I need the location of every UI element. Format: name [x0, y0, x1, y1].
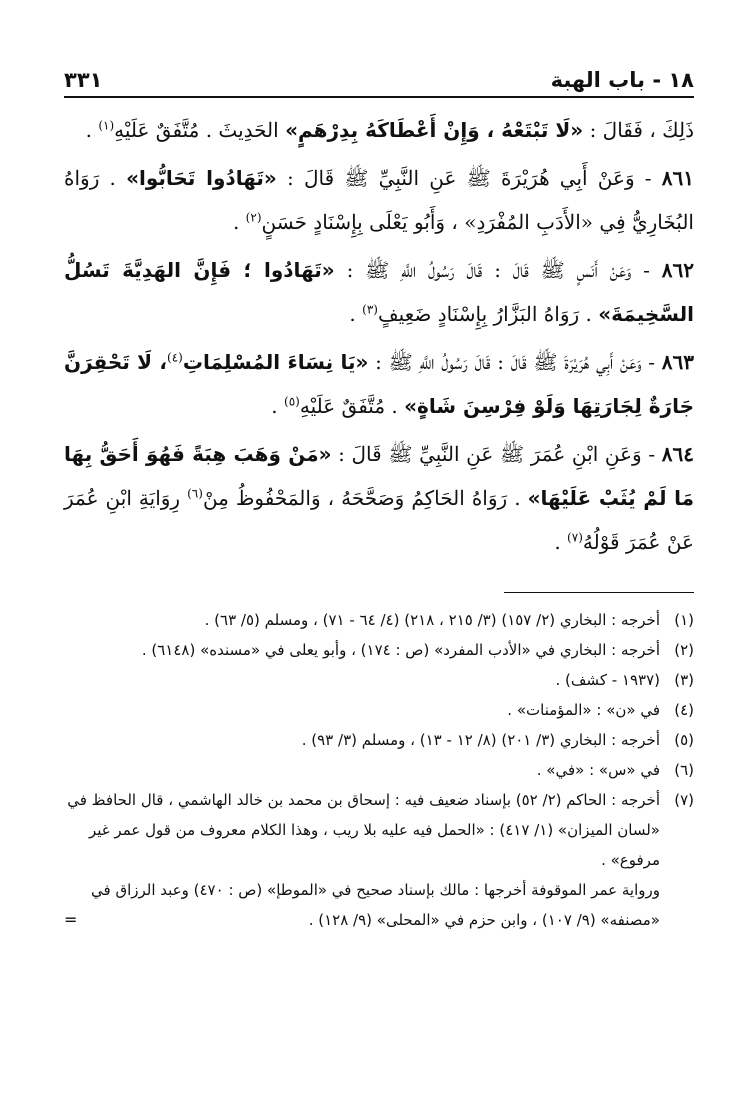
hadith-863: ٨٦٣ - وَعَنْ أَبِي هُرَيْرَةَ ﷺ قَالَ : قَالَ رَسُولُ اللَّهِ ﷺ : «يَا نِسَاءَ المُسْلِمَاتِ$^{(٤)}$، لَا تَحْقِرَنَّ جَارَةٌ لِجَارَتِهَا وَلَوْ فِرْسِنَ شَاةٍ» . مُتَّفَقٌ عَلَيْهِ$^{(٥)}$ . [64, 350, 695, 418]
footnote-ref[interactable]: (٧) [567, 530, 583, 545]
footnote-mark: (٢) [674, 641, 694, 659]
book-page [64, 56, 694, 1066]
running-header [64, 56, 694, 92]
hadith-862: ٨٦٢ - وَعَنْ أَنَسٍ ﷺ قَالَ : قَالَ رَسُولُ اللَّهِ ﷺ : «تَهَادُوا ؛ فَإِنَّ الهَدِيَّةَ تَسُلُّ السَّخِيمَةَ» . رَوَاهُ البَزَّارُ بِإِسْنَادٍ ضَعِيفٍ$^{(٣)}$ . [64, 258, 694, 326]
paragraph-intro: ذَلِكَ ، فَقَالَ : «لَا تَبْتَعْهُ ، وَإِنْ أَعْطَاكَهُ بِدِرْهَمٍ» الحَدِيثَ . مُتَّفَقٌ عَلَيْهِ$^{(١)}$ . [85, 118, 694, 142]
hadith-864: ٨٦٤ - وَعَنِ ابْنِ عُمَرَ ﷺ عَنِ النَّبِيِّ ﷺ قَالَ : «مَنْ وَهَبَ هِبَةً فَهُوَ أَحَقُّ بِهَا مَا لَمْ يُثَبْ عَلَيْهَا» . رَوَاهُ الحَاكِمُ وَصَحَّحَهُ ، وَالمَحْفُوظُ مِنْ$^{(٦)}$ رِوَايَةِ ابْنِ عُمَرَ عَنْ عُمَرَ قَوْلُهُ$^{(٧)}$ . [64, 442, 695, 554]
footnotes [64, 605, 694, 935]
continuation-mark: = [64, 910, 78, 929]
hadith-number: ٨٦٢ [661, 258, 694, 282]
footnote-7 [64, 785, 694, 935]
footnote-separator [504, 592, 694, 593]
hadith-number: ٨٦٣ [661, 350, 695, 374]
footnote-1 [64, 605, 694, 635]
footnote-mark: (٤) [674, 701, 694, 719]
footnote-5 [64, 725, 694, 755]
main-text [64, 108, 694, 564]
footnote-text: أخرجه : البخاري (٣/ ٢٠١) (٨/ ١٢ - ١٣) ، ومسلم (٣/ ٩٣) . [301, 731, 660, 749]
hadith-quote: «لَا تَبْتَعْهُ ، وَإِنْ أَعْطَاكَهُ بِدِرْهَمٍ» [285, 118, 584, 142]
footnote-ref[interactable]: (٤) [167, 350, 183, 365]
footnote-ref[interactable]: (١) [98, 118, 115, 133]
footnote-text: في «ن» : «المؤمنات» . [507, 701, 660, 719]
footnote-text-continued: ورواية عمر الموقوفة أخرجها : مالك بإسناد صحيح في «الموطإ» (ص : ٤٧٠) وعبد الرزاق في «مصنفه» (٩/ ١٠٧) ، وابن حزم في «المحلى» (٩/ ١٢٨) . [91, 881, 660, 929]
hadith-861: ٨٦١ - وَعَنْ أَبِي هُرَيْرَةَ ﷺ عَنِ النَّبِيِّ ﷺ قَالَ : «تَهَادُوا تَحَابُّوا» . رَوَاهُ البُخَارِيُّ فِي «الأَدَبِ المُفْرَدِ» ، وَأَبُو يَعْلَى بِإِسْنَادٍ حَسَنٍ$^{(٢)}$ . [64, 166, 694, 234]
hadith-number: ٨٦٤ [661, 442, 694, 466]
footnote-mark: (٥) [674, 731, 694, 749]
hadith-quote: «مَنْ وَهَبَ هِبَةً فَهُوَ أَحَقُّ بِهَا مَا لَمْ يُثَبْ عَلَيْهَا» [64, 442, 695, 510]
hadith-quote: «يَا نِسَاءَ المُسْلِمَاتِ [182, 350, 369, 374]
footnote-2 [64, 635, 694, 665]
footnote-mark: (٦) [674, 761, 694, 779]
footnote-ref[interactable]: (٥) [284, 394, 300, 409]
chapter-title: ١٨ - باب الهبة [550, 68, 694, 92]
page-number: ٣٣١ [64, 68, 103, 92]
hadith-quote: «تَهَادُوا تَحَابُّوا» [126, 166, 277, 190]
footnote-ref[interactable]: (٣) [362, 302, 378, 317]
footnote-3 [64, 665, 694, 695]
hadith-quote: «تَهَادُوا ؛ فَإِنَّ الهَدِيَّةَ تَسُلُّ السَّخِيمَةَ» [64, 258, 694, 326]
footnote-6 [64, 755, 694, 785]
footnote-text: (١٩٣٧ - كشف) . [555, 671, 660, 689]
footnote-4 [64, 695, 694, 725]
footnote-text: في «س» : «في» . [536, 761, 660, 779]
footnote-ref[interactable]: (٢) [245, 210, 262, 225]
footnote-mark: (١) [674, 611, 694, 629]
footnote-text: أخرجه : الحاكم (٢/ ٥٢) بإسناد ضعيف فيه : إسحاق بن محمد بن خالد الهاشمي ، قال الحافظ في «لسان الميزان» (١/ ٤١٧) : «الحمل فيه عليه بلا ريب ، وهذا الكلام معروف من قول عمر غير مرفوع» . [67, 791, 660, 869]
footnote-ref[interactable]: (٦) [187, 486, 203, 501]
footnote-mark: (٧) [674, 791, 694, 809]
footnote-mark: (٣) [674, 671, 694, 689]
footnote-text: أخرجه : البخاري (٢/ ١٥٧) (٣/ ٢١٥ ، ٢١٨) (٤/ ٦٤ - ٧١) ، ومسلم (٥/ ٦٣) . [204, 611, 660, 629]
hadith-number: ٨٦١ [661, 166, 694, 190]
footnote-text: أخرجه : البخاري في «الأدب المفرد» (ص : ١٧٤) ، وأبو يعلى في «مسنده» (٦١٤٨) . [141, 641, 660, 659]
header-rule [64, 96, 694, 98]
hadith-quote-cont: ، لَا تَحْقِرَنَّ جَارَةٌ لِجَارَتِهَا وَلَوْ فِرْسِنَ شَاةٍ» [64, 350, 694, 418]
